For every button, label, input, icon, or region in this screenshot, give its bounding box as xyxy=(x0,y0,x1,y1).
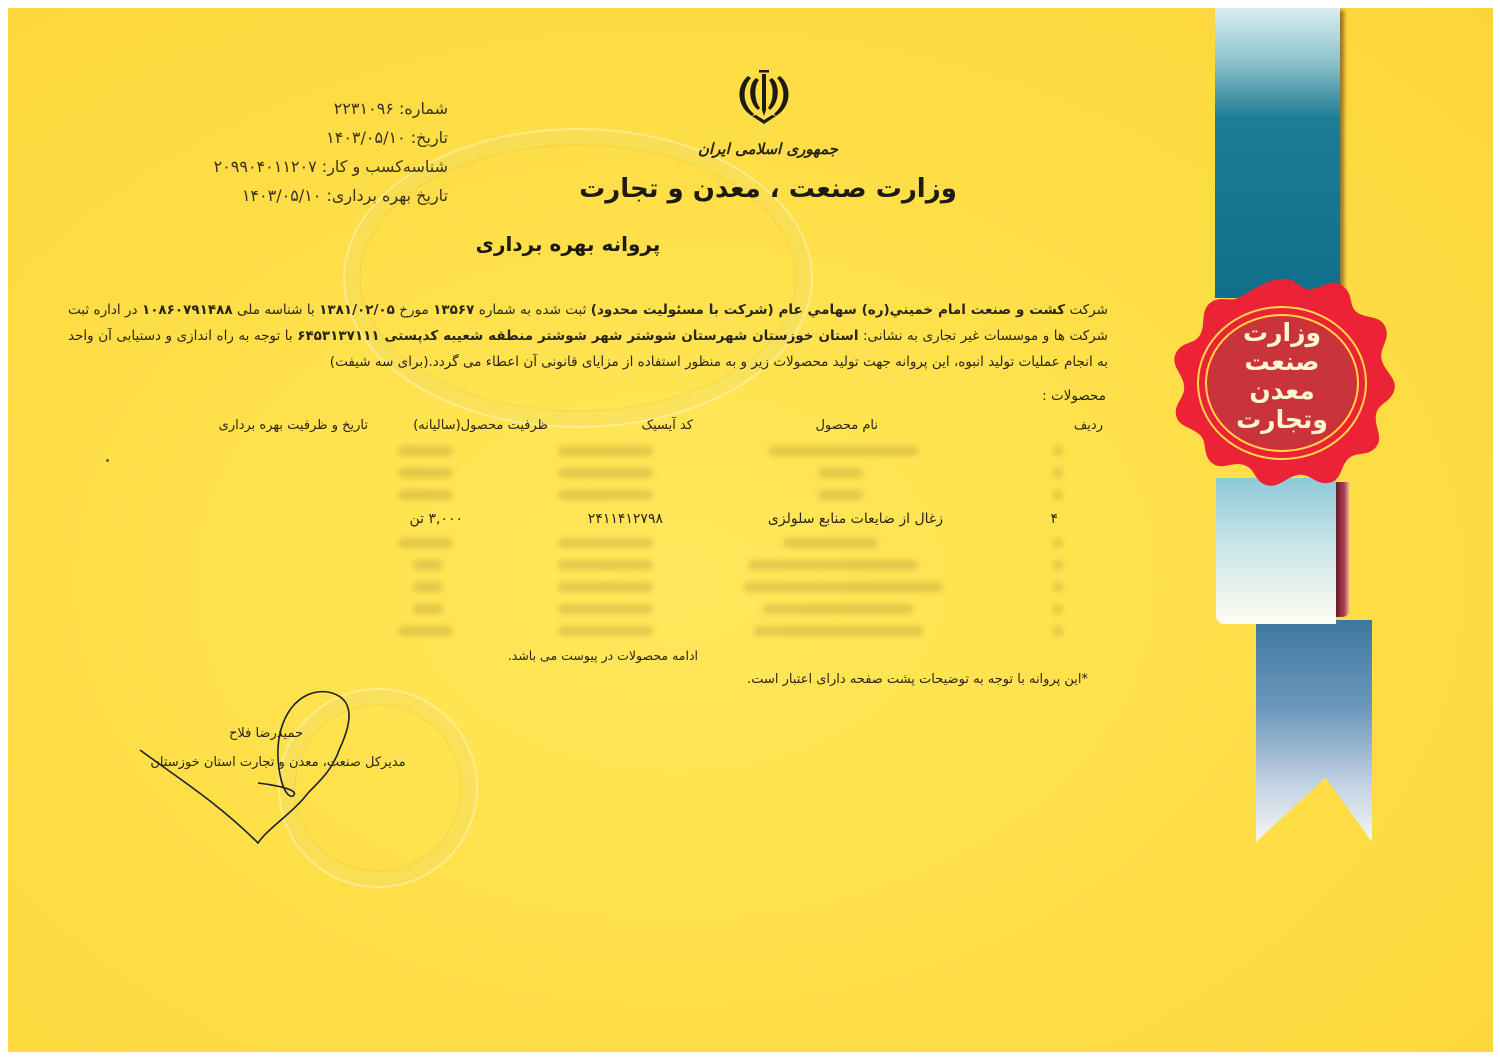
company-name: کشت و صنعت امام خميني(ره) سهامي عام (شرکت با مسئولیت محدود) xyxy=(590,302,1066,318)
signatory-name: حمیدرضا فلاح xyxy=(228,726,304,741)
products-label: محصولات : xyxy=(1042,388,1106,404)
signatory-role: مدیرکل صنعت، معدن و تجارت استان خوزستان xyxy=(150,755,406,770)
text: ثبت شده به شماره xyxy=(474,302,591,318)
text: در اداره ثبت شرکت ها و موسسات غیر تجاری به نشانی: xyxy=(68,302,1108,344)
ministry-title: وزارت صنعت ، معدن و تجارت xyxy=(579,174,957,204)
date-value: ۱۴۰۳/۰۵/۱۰ xyxy=(326,128,406,147)
text: با توجه به راه اندازی و دستیابی آن واحد به انجام عملیات تولید انبوه، این پروانه جهت تولید محصولات زیر و به منظور استفاده از مزایای قانونی آن اعطاء می گردد.(برای سه شیفت) xyxy=(68,328,1108,370)
number-label: شماره: xyxy=(398,99,448,118)
text: شرکت xyxy=(1065,302,1108,318)
blurred-row xyxy=(98,487,1103,503)
date-label: تاریخ: xyxy=(410,128,448,147)
number-row xyxy=(168,94,448,123)
blurred-row xyxy=(98,443,1103,459)
blurred-row xyxy=(98,601,1103,617)
iran-emblem-icon xyxy=(734,68,794,126)
address: استان خوزستان شهرستان شوشتر شهر شوشتر منطقه شعیبه کدپستی ۶۴۵۳۱۳۷۱۱۱ xyxy=(297,328,859,344)
seal-line: صنعت xyxy=(1244,347,1320,376)
header-isic-code: کد آیسیک xyxy=(641,418,693,433)
business-id-value: ۲۰۹۹۰۴۰۱۱۲۰۷ xyxy=(213,157,317,176)
ink-dot xyxy=(106,459,109,462)
license-paragraph xyxy=(68,297,1108,375)
header-capacity: ظرفیت محصول(سالیانه) xyxy=(413,418,548,433)
header-row-number: ردیف xyxy=(1073,418,1103,433)
cell-isic-code: ۲۴۱۱۴۱۲۷۹۸ xyxy=(587,511,663,527)
ministry-seal xyxy=(1164,278,1400,488)
blurred-row xyxy=(98,623,1103,639)
business-id-row xyxy=(168,152,448,181)
cell-capacity: ۳,۰۰۰ تن xyxy=(409,511,463,527)
seal-text xyxy=(1164,318,1400,434)
registration-number: ۱۳۵۶۷ xyxy=(433,302,475,318)
national-id: ۱۰۸۶۰۷۹۱۴۸۸ xyxy=(141,302,233,318)
seal-line: وزارت xyxy=(1242,318,1321,347)
blurred-row xyxy=(98,557,1103,573)
text: با شناسه ملی xyxy=(232,302,320,318)
table-row xyxy=(98,509,1103,531)
operation-date-label: تاریخ بهره برداری: xyxy=(326,186,448,205)
operation-date-row xyxy=(168,181,448,210)
ribbon-tail xyxy=(1256,620,1372,842)
table-header xyxy=(98,413,1103,443)
ribbon-band xyxy=(1216,478,1336,624)
operation-date-value: ۱۴۰۳/۰۵/۱۰ xyxy=(241,186,322,205)
blurred-row xyxy=(98,535,1103,551)
ribbon-fold xyxy=(1336,482,1350,617)
continuation-note: ادامه محصولات در پیوست می باشد. xyxy=(507,648,698,663)
products-table xyxy=(98,413,1103,527)
document-meta xyxy=(168,94,448,210)
header-date-capacity: تاریخ و ظرفیت بهره برداری xyxy=(218,418,368,433)
seal-line: وتجارت xyxy=(1236,405,1328,434)
validity-note: *این پروانه با توجه به توضیحات پشت صفحه دارای اعتبار است. xyxy=(747,672,1088,687)
blurred-row xyxy=(98,579,1103,595)
document-title: پروانه بهره برداری xyxy=(475,232,661,256)
date-row xyxy=(168,123,448,152)
cell-product-name: زغال از ضایعات منابع سلولزی xyxy=(767,511,943,527)
license-document xyxy=(8,8,1493,1052)
number-value: ۲۲۳۱۰۹۶ xyxy=(333,99,394,118)
business-id-label: شناسه‌کسب و کار: xyxy=(321,157,448,176)
header-product-name: نام محصول xyxy=(815,418,878,433)
ribbon-decoration xyxy=(1215,8,1340,298)
seal-line: معدن xyxy=(1249,376,1315,405)
registration-date: ۱۳۸۱/۰۲/۰۵ xyxy=(319,302,395,318)
blurred-row xyxy=(98,465,1103,481)
text: مورخ xyxy=(394,302,434,318)
republic-title: جمهوری اسلامی ایران xyxy=(697,140,839,158)
cell-row-number: ۴ xyxy=(1050,511,1058,527)
